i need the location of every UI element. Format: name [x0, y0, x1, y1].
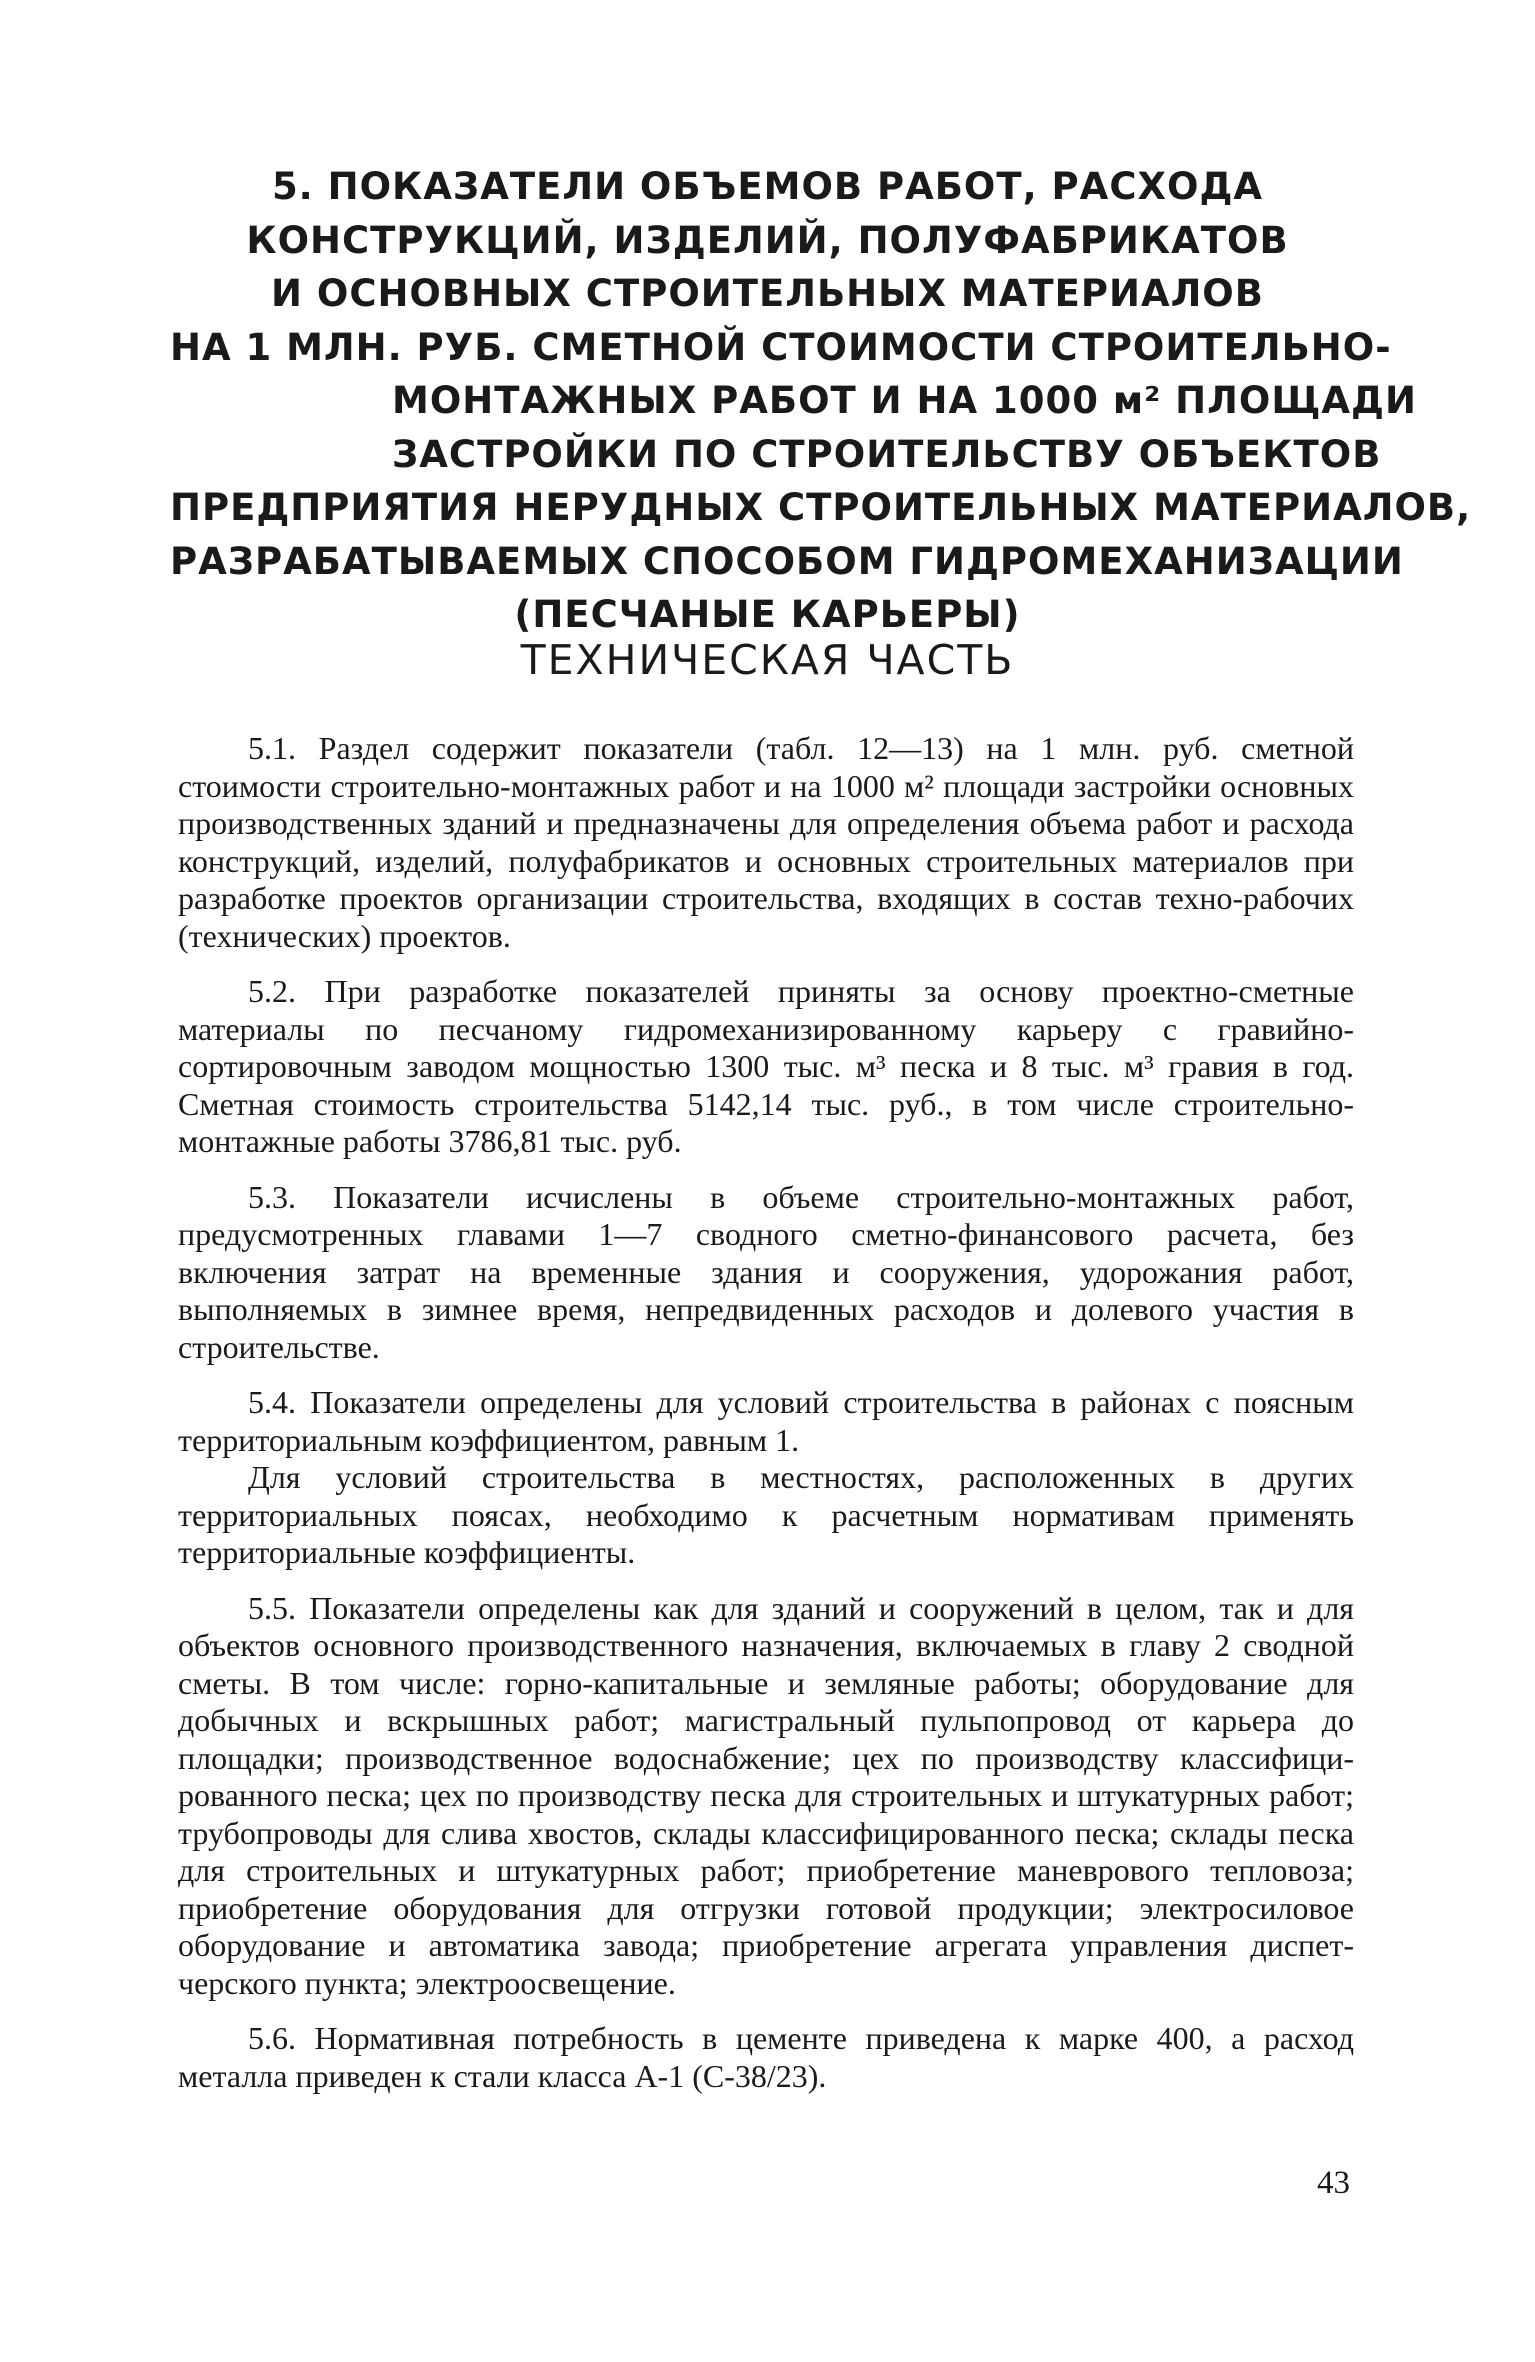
section-heading: ТЕХНИЧЕСКАЯ ЧАСТЬ — [520, 636, 1015, 684]
body-text — [178, 730, 1354, 2113]
title-line: НА 1 МЛН. РУБ. СМЕТНОЙ СТОИМОСТИ СТРОИТЕЛЬНО- — [170, 325, 1392, 369]
title-line: КОНСТРУКЦИЙ, ИЗДЕЛИЙ, ПОЛУФАБРИКАТОВ — [246, 218, 1289, 262]
paragraph-5-6: 5.6. Нормативная потребность в цементе приведена к марке 400, а расход металла приведен к стали класса А-1 (С-38/23). — [178, 2020, 1354, 2094]
paragraph-5-5: 5.5. Показатели определены как для зданий и сооружений в целом, так и для объектов основного производственного назначения, включаемых в главу 2 сводной сметы. В том числе: горно-капитальные и земляные работы; оборудование для добычных и вскрышных работ; магистральный пульпопровод от карьера до площадки; производственное водоснабжение; цех по производству классифицированного песка; цех по производству песка для строительных и штукатурных работ; трубопроводы для слива хвостов, склады классифицированного песка; склады песка для строительных и штукатурных работ; приобретение маневрового тепловоза; приобретение оборудования для отгрузки готовой продукции; электросиловое оборудование и автоматика завода; приобретение агрегата управления диспетчерского пункта; электроосвещение. — [178, 1589, 1354, 2001]
paragraph-5-4-continued: Для условий строительства в местностях, расположенных в других территориальных поясах, необходимо к расчетным нормативам применять территориальные коэффициенты. — [178, 1459, 1354, 1570]
title-line: 5. ПОКАЗАТЕЛИ ОБЪЕМОВ РАБОТ, РАСХОДА — [271, 165, 1264, 208]
title-line: МОНТАЖНЫХ РАБОТ И НА 1000 м² ПЛОЩАДИ — [392, 379, 1417, 422]
title-line: ПРЕДПРИЯТИЯ НЕРУДНЫХ СТРОИТЕЛЬНЫХ МАТЕРИАЛОВ, — [170, 486, 1472, 529]
page-number: 43 — [1317, 2165, 1350, 2201]
paragraph-5-2: 5.2. При разработке показателей приняты за основу проектно-сметные материалы по песчаному гидромеханизированному карьеру с гравийно-сортировочным заводом мощностью 1300 тыс. м³ песка и 8 тыс. м³ гравия в год. Сметная стоимость строительства 5142,14 тыс. руб., в том числе строительно-монтажные работы 3786,81 тыс. руб. — [178, 973, 1354, 1159]
title-line: ЗАСТРОЙКИ ПО СТРОИТЕЛЬСТВУ ОБЪЕКТОВ — [392, 432, 1382, 476]
paragraph-5-4: 5.4. Показатели определены для условий строительства в районах с поясным территориальным коэффициентом, равным 1. — [178, 1384, 1354, 1458]
title-line: (ПЕСЧАНЫЕ КАРЬЕРЫ) — [514, 593, 1021, 636]
title-line: РАЗРАБАТЫВАЕМЫХ СПОСОБОМ ГИДРОМЕХАНИЗАЦИИ — [170, 539, 1404, 583]
paragraph-5-1: 5.1. Раздел содержит показатели (табл. 12—13) на 1 млн. руб. сметной стоимости строительно-монтажных работ и на 1000 м² площади застройки основных производственных зданий и предназначены для определения объема работ и расхода конструкций, изделий, полуфабрикатов и основных строительных материалов при разработке проектов организации строительства, входящих в состав техно-рабочих (технических) проектов. — [178, 730, 1354, 954]
title-line: И ОСНОВНЫХ СТРОИТЕЛЬНЫХ МАТЕРИАЛОВ — [271, 272, 1264, 315]
paragraph-5-3: 5.3. Показатели исчислены в объеме строительно-монтажных работ, предусмотренных главами 1—7 сводного сметно-финансового расчета, без включения затрат на временные здания и сооружения, удорожания работ, выполняемых в зимнее время, непредвиденных расходов и долевого участия в строительстве. — [178, 1178, 1354, 1365]
section-title — [170, 160, 1472, 642]
